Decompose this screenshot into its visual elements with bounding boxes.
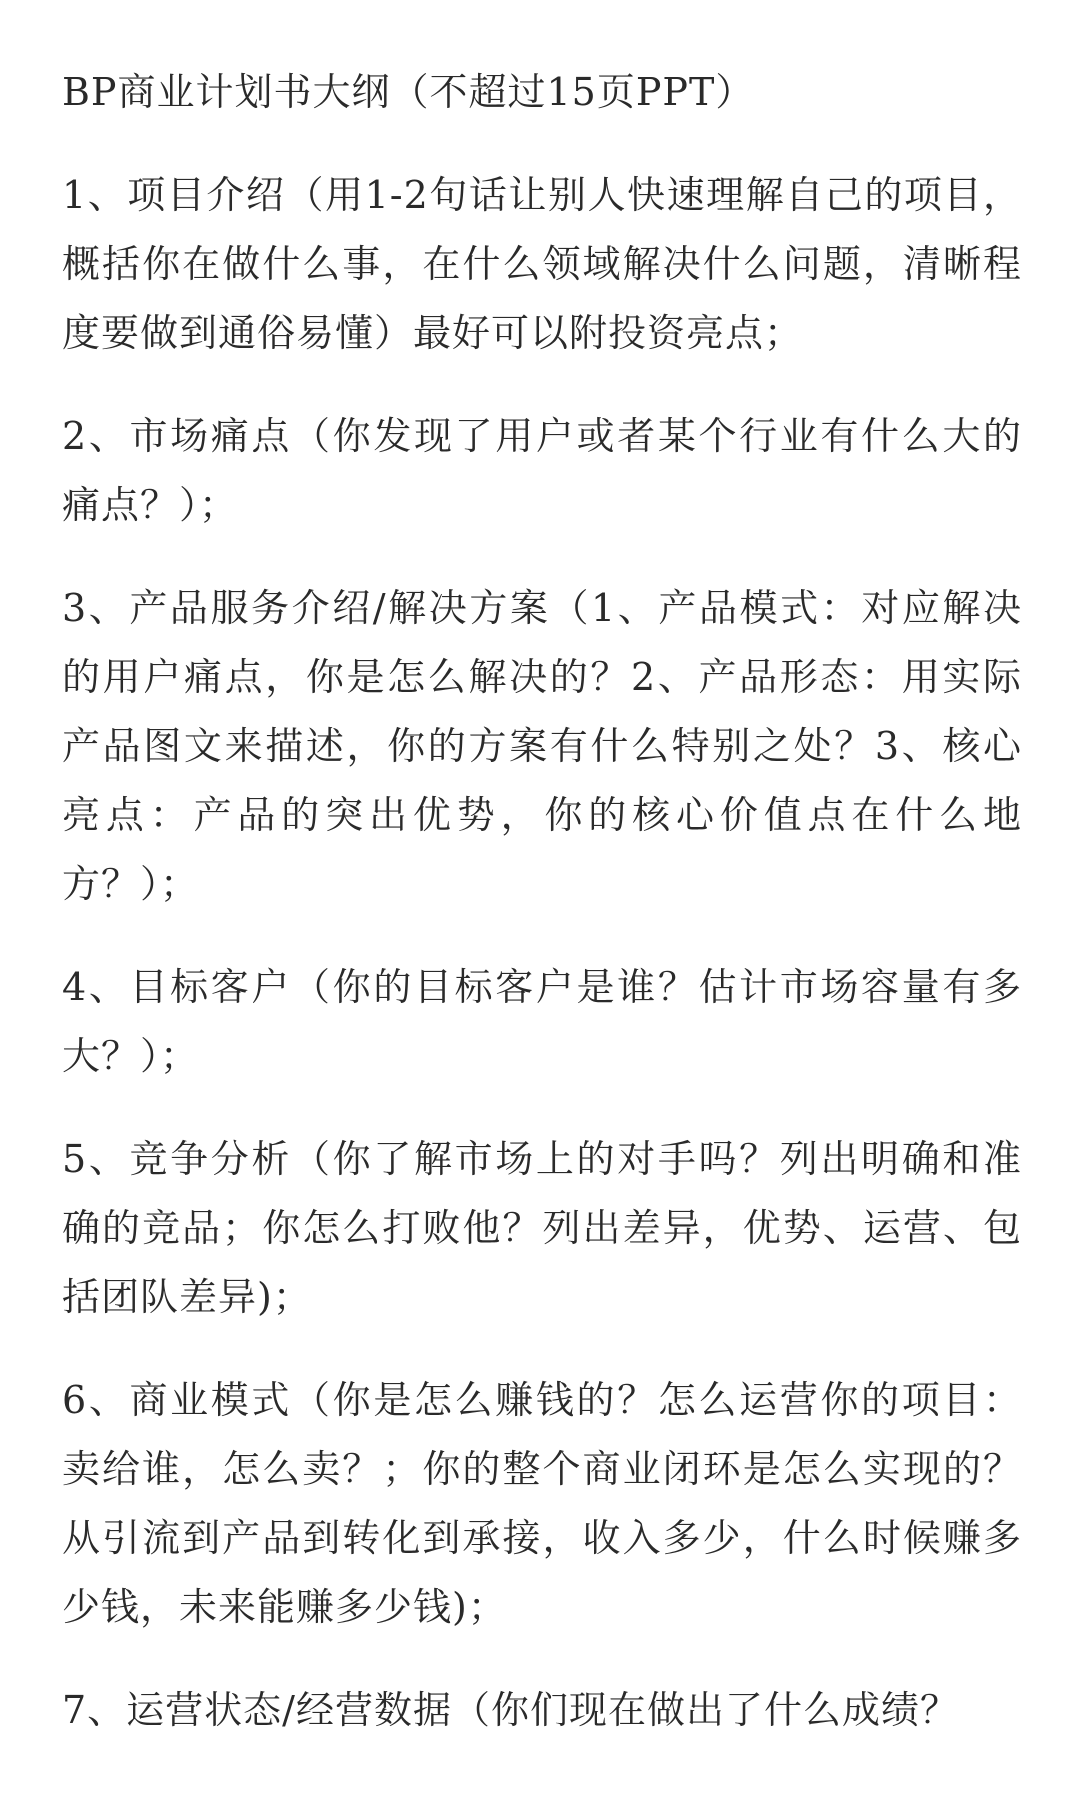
section-product-solution: 3、产品服务介绍/解决方案（1、产品模式：对应解决的用户痛点，你是怎么解决的？2、产品形态：用实际产品图文来描述，你的方案有什么特别之处？3、核心亮点：产品的突出优势，你的核心价值点在什么地方？）； (62, 586, 1022, 906)
document-body (62, 58, 1022, 1779)
section-project-intro: 1、项目介绍（用1-2句话让别人快速理解自己的项目，概括你在做什么事，在什么领域解决什么问题，清晰程度要做到通俗易懂）最好可以附投资亮点； (62, 173, 1022, 355)
section-operations-data: 7、运营状态/经营数据（你们现在做出了什么成绩？ (62, 1688, 959, 1732)
section-market-pain-points: 2、市场痛点（你发现了用户或者某个行业有什么大的痛点？）； (62, 414, 1022, 527)
section-competition-analysis: 5、竞争分析（你了解市场上的对手吗？列出明确和准确的竞品；你怎么打败他？列出差异，优势、运营、包括团队差异)； (62, 1137, 1022, 1319)
document-title: BP商业计划书大纲（不超过15页PPT） (62, 70, 755, 114)
section-business-model: 6、商业模式（你是怎么赚钱的？怎么运营你的项目：卖给谁，怎么卖？；你的整个商业闭环是怎么实现的？从引流到产品到转化到承接，收入多少，什么时候赚多少钱，未来能赚多少钱)； (62, 1378, 1022, 1629)
section-target-customers: 4、目标客户（你的目标客户是谁？估计市场容量有多大？）； (62, 965, 1022, 1078)
